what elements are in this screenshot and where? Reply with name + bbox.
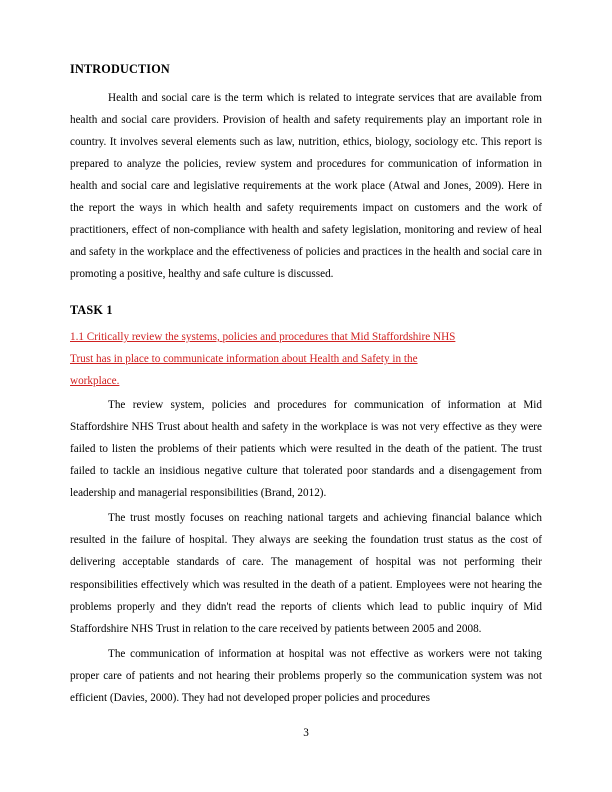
subheading-line-1: 1.1 Critically review the systems, policies and procedures that Mid Staffordshire NHS bbox=[70, 330, 456, 343]
subheading-line-2: Trust has in place to communicate information about Health and Safety in the bbox=[70, 352, 418, 365]
subheading-1-1 bbox=[70, 326, 542, 392]
section-heading-task-1: TASK 1 bbox=[70, 303, 113, 318]
paragraph-task1-2: The trust mostly focuses on reaching national targets and achieving financial balance which resulted in the failure of hospital. They always are seeking the foundation trust status as the cost of delivering acceptable standards of care. The management of hospital was not performing their responsibilities effectively which was resulted in the death of a patient. Employees were not hearing the problems properly and they didn't read the reports of clients which lead to public inquiry of Mid Staffordshire NHS Trust in relation to the care received by patients between 2005 and 2008. bbox=[70, 512, 542, 635]
paragraph-task1-3: The communication of information at hospital was not effective as workers were not taking proper care of patients and not hearing their problems properly so the communication system was not efficient (Davies, 2000). They had not developed proper policies and procedures bbox=[70, 647, 542, 704]
document-body bbox=[70, 62, 542, 709]
page-number: 3 bbox=[303, 727, 309, 739]
subheading-line-3: workplace. bbox=[70, 374, 120, 387]
paragraph-task1-1: The review system, policies and procedures for communication of information at Mid Staffordshire NHS Trust about health and safety in the workplace is was not very effective as they were failed to listen the problems of their patients which were resulted in the death of the patient. The trust failed to tackle an insidious negative culture that tolerated poor standards and a disengagement from leadership and managerial responsibilities (Brand, 2012). bbox=[70, 399, 542, 500]
paragraph-introduction-1: Health and social care is the term which is related to integrate services that are available from health and social care providers. Provision of health and safety requirements play an important role in country. It involves several elements such as law, nutrition, ethics, biology, sociology etc. This report is prepared to analyze the policies, review system and procedures for communication of information in health and social care and legislative requirements at the work place (Atwal and Jones, 2009). Here in the report the ways in which health and safety requirements impact on customers and the work of practitioners, effect of non-compliance with health and safety legislation, monitoring and review of heal and safety in the workplace and the effectiveness of policies and practices in the health and social care in promoting a positive, healthy and safe culture is discussed. bbox=[70, 91, 542, 281]
section-heading-introduction: INTRODUCTION bbox=[70, 62, 170, 76]
